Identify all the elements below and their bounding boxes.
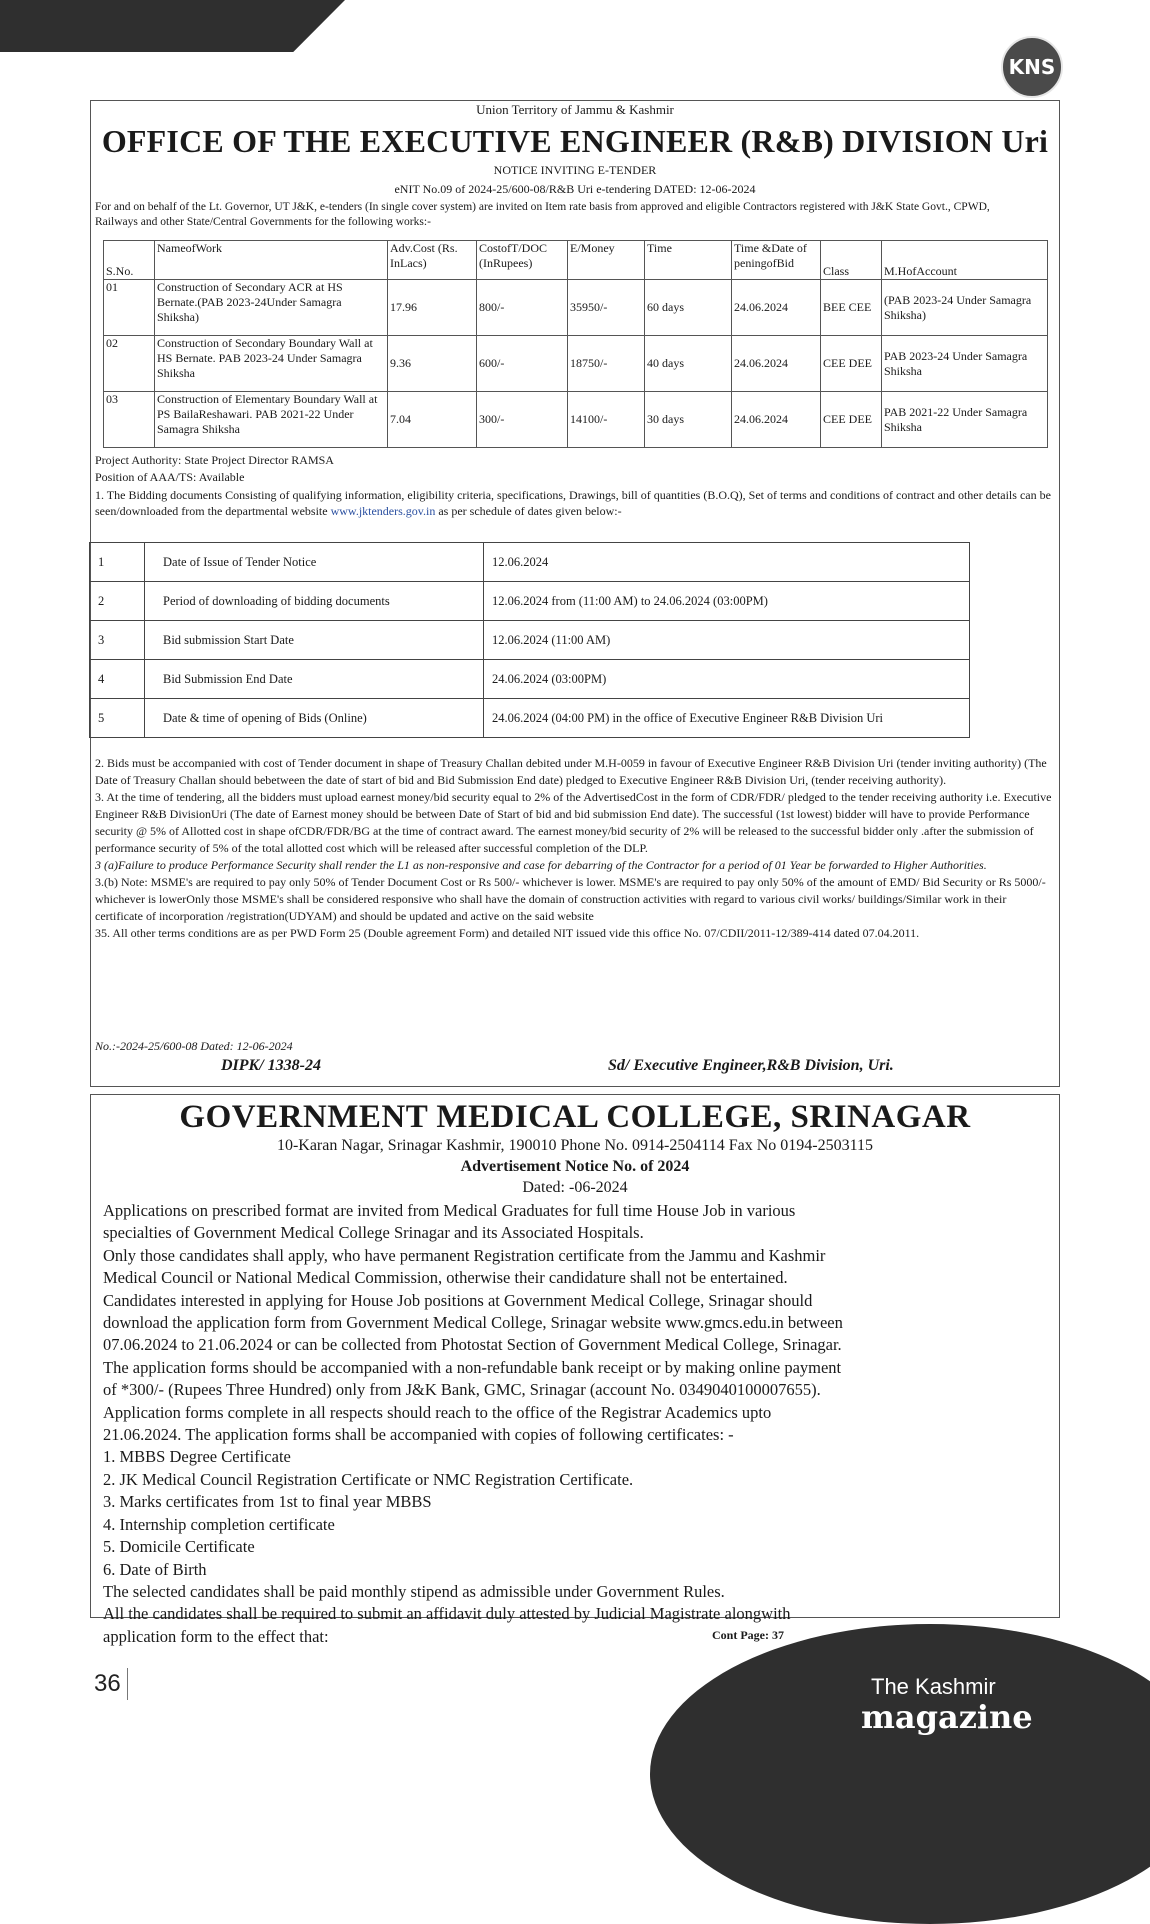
works-header-row (104, 241, 1048, 280)
advertisement-heading: Advertisement Notice No. of 2024 (460, 1158, 690, 1175)
col-sno: S.No. (104, 241, 155, 280)
row-mh: (PAB 2023-24 Under Samagra Shiksha) (882, 280, 1048, 336)
col-adv-cost: Adv.Cost (Rs. InLacs) (388, 241, 477, 280)
list-item: 6. Date of Birth (103, 1559, 207, 1579)
schedule-row (90, 699, 970, 738)
schedule-event: Bid submission Start Date (145, 621, 484, 660)
row-emoney: 35950/- (568, 280, 645, 336)
para-1-text: 1. The Bidding documents Consisting of qualifying information, eligibility criteria, specifications, Drawings, bill of quantities (B.O.Q), Set of terms and conditions of contract and other details can be seen/downloaded from the departmental website (95, 488, 1051, 518)
nit-heading: NOTICE INVITING E-TENDER (493, 163, 657, 177)
para-3b: 3.(b) Note: MSME's are required to pay only 50% of Tender Document Cost or Rs 500/- whichever is lower. MSME's are required to pay only 50% of the amount of EMD/ Bid Security or Rs 5000/- whichever is lowerOnly those MSME's shall be considered responsive who shall have the domain of construction activities with regard to various civil works/ buildings/Similar work in their certificate of incorporation /registration(UDYAM) and should be updated and active on the said website (95, 875, 1046, 923)
table-row (104, 280, 1048, 336)
aaa-position: Position of AAA/TS: Available (95, 470, 245, 484)
top-corner-decoration (0, 0, 345, 52)
body-line: of *300/- (Rupees Three Hundred) only from J&K Bank, GMC, Srinagar (account No. 0349040100007655). (103, 1380, 821, 1400)
terms-paragraphs (95, 755, 1053, 942)
para-1 (95, 487, 1055, 519)
col-emoney: E/Money (568, 241, 645, 280)
row-name: Construction of Elementary Boundary Wall at PS BailaReshawari. PAB 2021-22 Under Samagra Shiksha (155, 392, 388, 448)
body-line: 07.06.2024 to 21.06.2024 or can be collected from Photostat Section of Government Medical College, Srinagar. (103, 1335, 842, 1355)
para-1-tail: as per schedule of dates given below:- (435, 504, 622, 518)
row-sno: 02 (104, 336, 155, 392)
col-class: Class (821, 241, 882, 280)
col-doc-cost: CostofT/DOC (InRupees) (477, 241, 568, 280)
row-mh: PAB 2023-24 Under Samagra Shiksha (882, 336, 1048, 392)
schedule-event: Bid Submission End Date (145, 660, 484, 699)
row-cost: 7.04 (388, 392, 477, 448)
page-number-divider (127, 1668, 128, 1700)
bottom-corner-decoration (650, 1624, 1150, 1924)
para-2: 2. Bids must be accompanied with cost of Tender document in shape of Treasury Challan debited under M.H-0059 in favour of Executive Engineer R&B Division Uri (tender inviting authority) (The Date of Treasury Challan should bebetween the date of start of bid and Bid Submission End date) pledged to Executive Engineer R&B Division Uri, (tender receiving authority). (95, 756, 1047, 787)
schedule-row (90, 621, 970, 660)
col-mh: M.HofAccount (882, 241, 1048, 280)
schedule-row (90, 543, 970, 582)
kns-logo: KNS (1001, 36, 1063, 98)
row-name: Construction of Secondary Boundary Wall at HS Bernate. PAB 2023-24 Under Samagra Shiksha (155, 336, 388, 392)
gmc-body (103, 1200, 1053, 1648)
schedule-event: Date of Issue of Tender Notice (145, 543, 484, 582)
row-name: Construction of Secondary ACR at HS Bernate.(PAB 2023-24Under Samagra Shiksha) (155, 280, 388, 336)
row-cost: 9.36 (388, 336, 477, 392)
schedule-table (89, 542, 970, 738)
body-line: Applications on prescribed format are invited from Medical Graduates for full time House Job in various (103, 1201, 796, 1220)
list-item: 3. Marks certificates from 1st to final year MBBS (103, 1492, 432, 1512)
body-line: download the application form from Government Medical College, Srinagar website www.gmcs.edu.in between (103, 1313, 843, 1333)
gmc-address: 10-Karan Nagar, Srinagar Kashmir, 190010 Phone No. 0914-2504114 Fax No 0194-2503115 (276, 1137, 874, 1154)
tender-notice (90, 100, 1060, 1087)
row-time: 60 days (645, 280, 732, 336)
continued-page: Cont Page: 37 (712, 1628, 784, 1642)
row-date: 24.06.2024 (732, 392, 821, 448)
body-line: All the candidates shall be required to submit an affidavit duly attested by Judicial Magistrate alongwith (103, 1604, 791, 1624)
schedule-date: 12.06.2024 from (11:00 AM) to 24.06.2024 (03:00PM) (484, 582, 970, 621)
enit-line: eNIT No.09 of 2024-25/600-08/R&B Uri e-tendering DATED: 12-06-2024 (394, 182, 756, 196)
body-line: The selected candidates shall be paid monthly stipend as admissible under Government Rules. (103, 1581, 725, 1601)
para-3a: 3 (a)Failure to produce Performance Security shall render the L1 as non-responsive and case for debarring of the Contractor for a period of 01 Year be forwarded to Higher Authorities. (95, 858, 987, 872)
advertisement-date: Dated: -06-2024 (522, 1179, 628, 1196)
row-doc: 600/- (477, 336, 568, 392)
row-cost: 17.96 (388, 280, 477, 336)
body-line: 21.06.2024. The application forms shall be accompanied with copies of following certificates: - (103, 1425, 734, 1445)
schedule-date: 24.06.2024 (04:00 PM) in the office of Executive Engineer R&B Division Uri (484, 699, 970, 738)
gmc-title: GOVERNMENT MEDICAL COLLEGE, SRINAGAR (179, 1099, 971, 1135)
row-time: 30 days (645, 392, 732, 448)
list-item: 1. MBBS Degree Certificate (103, 1447, 291, 1467)
row-date: 24.06.2024 (732, 280, 821, 336)
row-doc: 300/- (477, 392, 568, 448)
list-item: 2. JK Medical Council Registration Certificate or NMC Registration Certificate. (103, 1469, 634, 1489)
list-item: 5. Domicile Certificate (103, 1537, 255, 1557)
para-3: 3. At the time of tendering, all the bidders must upload earnest money/bid security equal to 2% of the AdvertisedCost in the form of CDR/FDR/ pledged to the tender receiving authority i.e. Executive Engineer R&B DivisionUri (The date of Earnest money should be between Date of Start of bid and bid submission End date). The successful (1st lowest) bidder will have to provide Performance security @ 5% of Allotted cost in shape ofCDR/FDR/BG at the time of contract award. The earnest money/bid security of 2% will be released to the successful bidder only .after the submission of performance security of 5% of the total allotted cost which will be released after successful completion of the DLP. (95, 790, 1052, 855)
table-row (104, 336, 1048, 392)
body-line: Candidates interested in applying for House Job positions at Government Medical College, Srinagar should (103, 1290, 813, 1310)
project-authority: Project Authority: State Project Director RAMSA (95, 453, 334, 467)
intro-text: For and on behalf of the Lt. Governor, UT J&K, e-tenders (In single cover system) are invited on Item rate basis from approved and eligible Contractors registered with J&K State Govt., CPWD, Railways and other State/Central Governments for the following works:- (95, 199, 990, 228)
schedule-event: Period of downloading of bidding documents (145, 582, 484, 621)
schedule-num: 3 (90, 621, 145, 660)
signature: Sd/ Executive Engineer,R&B Division, Uri. (608, 1057, 894, 1074)
list-item: 4. Internship completion certificate (103, 1514, 335, 1534)
schedule-date: 12.06.2024 (484, 543, 970, 582)
body-line: Medical Council or National Medical Commission, otherwise their candidature shall not be entertained. (103, 1268, 788, 1288)
col-name: NameofWork (155, 241, 388, 280)
row-class: BEE CEE (821, 280, 882, 336)
row-sno: 03 (104, 392, 155, 448)
schedule-num: 5 (90, 699, 145, 738)
brand-line-2: magazine (861, 1698, 1033, 1736)
dipk-number: DIPK/ 1338-24 (221, 1057, 321, 1074)
row-class: CEE DEE (821, 336, 882, 392)
col-opening: Time &Date of peningofBid (732, 241, 821, 280)
table-row (104, 392, 1048, 448)
schedule-date: 24.06.2024 (03:00PM) (484, 660, 970, 699)
body-line: application form to the effect that: (103, 1626, 329, 1646)
row-sno: 01 (104, 280, 155, 336)
para-35: 35. All other terms conditions are as per PWD Form 25 (Double agreement Form) and detailed NIT issued vide this office No. 07/CDII/2011-12/389-414 dated 07.04.2011. (95, 926, 920, 940)
row-class: CEE DEE (821, 392, 882, 448)
schedule-row (90, 582, 970, 621)
body-line: The application forms should be accompanied with a non-refundable bank receipt or by making online payment (103, 1357, 842, 1377)
works-table (103, 240, 1048, 448)
body-line: Only those candidates shall apply, who have permanent Registration certificate from the Jammu and Kashmir (103, 1245, 826, 1265)
body-line: specialties of Government Medical College Srinagar and its Associated Hospitals. (103, 1223, 644, 1243)
row-doc: 800/- (477, 280, 568, 336)
ut-heading: Union Territory of Jammu & Kashmir (476, 102, 674, 117)
schedule-num: 1 (90, 543, 145, 582)
brand-line-1: The Kashmir (871, 1674, 996, 1699)
row-mh: PAB 2021-22 Under Samagra Shiksha (882, 392, 1048, 448)
row-date: 24.06.2024 (732, 336, 821, 392)
row-emoney: 14100/- (568, 392, 645, 448)
schedule-num: 2 (90, 582, 145, 621)
schedule-num: 4 (90, 660, 145, 699)
reference-number: No.:-2024-25/600-08 Dated: 12-06-2024 (95, 1039, 293, 1053)
office-title: OFFICE OF THE EXECUTIVE ENGINEER (R&B) DIVISION Uri (101, 123, 1049, 159)
row-emoney: 18750/- (568, 336, 645, 392)
schedule-row (90, 660, 970, 699)
schedule-date: 12.06.2024 (11:00 AM) (484, 621, 970, 660)
page-number: 36 (94, 1670, 121, 1697)
col-time: Time (645, 241, 732, 280)
jktenders-link[interactable]: www.jktenders.gov.in (330, 504, 436, 518)
body-line: Application forms complete in all respects should reach to the office of the Registrar Academics upto (103, 1402, 772, 1422)
row-time: 40 days (645, 336, 732, 392)
schedule-event: Date & time of opening of Bids (Online) (145, 699, 484, 738)
